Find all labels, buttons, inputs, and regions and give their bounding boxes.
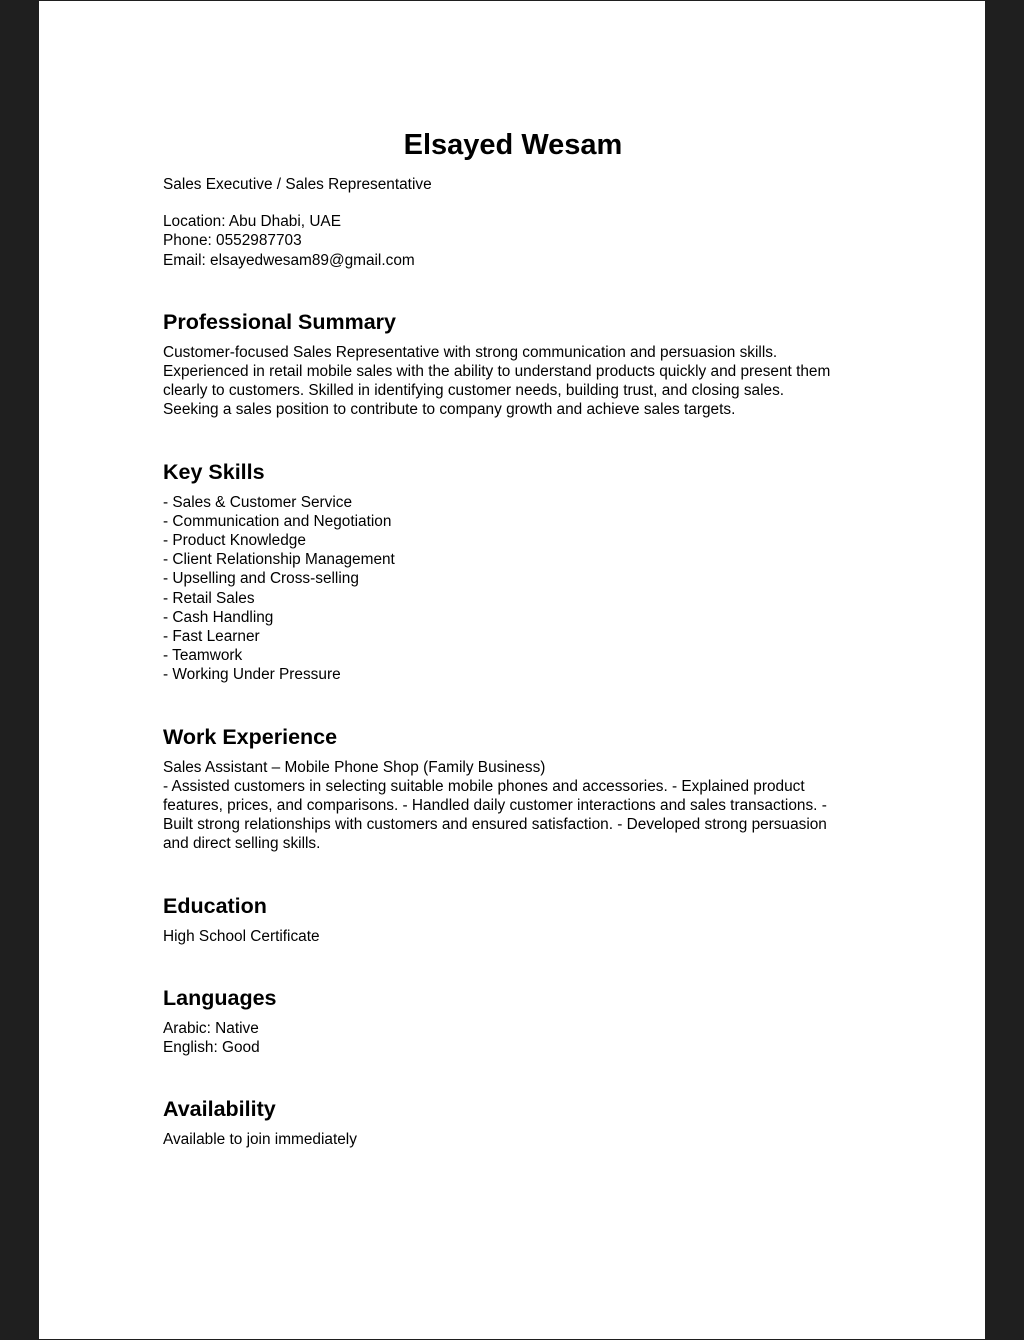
contact-phone: Phone: 0552987703 (163, 232, 302, 250)
contact-email: Email: elsayedwesam89@gmail.com (163, 251, 415, 269)
skill-item: - Product Knowledge (163, 532, 306, 550)
skill-item: - Communication and Negotiation (163, 512, 392, 530)
resume-subtitle: Sales Executive / Sales Representative (163, 176, 432, 193)
skills-list (163, 493, 863, 685)
availability-value: Available to join immediately (163, 1131, 357, 1149)
languages-heading: Languages (163, 985, 277, 1010)
education-value: High School Certificate (163, 927, 320, 945)
summary-heading: Professional Summary (163, 309, 397, 334)
skills-heading: Key Skills (163, 459, 265, 484)
resume-content (163, 127, 863, 1149)
experience-line: features, prices, and comparisons. - Handled daily customer interactions and sales transactions. - (163, 797, 827, 815)
summary-line: Seeking a sales position to contribute to company growth and achieve sales targets. (163, 401, 736, 419)
resume-name: Elsayed Wesam (403, 129, 623, 161)
skill-item: - Cash Handling (163, 608, 274, 626)
experience-line: and direct selling skills. (163, 835, 321, 853)
experience-line: Built strong relationships with customers and ensured satisfaction. - Developed strong persuasion (163, 816, 827, 834)
education-heading: Education (163, 893, 267, 918)
skill-item: - Upselling and Cross-selling (163, 570, 359, 588)
contact-block (163, 212, 863, 270)
language-item: Arabic: Native (163, 1019, 259, 1037)
availability-heading: Availability (163, 1097, 276, 1122)
skill-item: - Working Under Pressure (163, 666, 341, 684)
experience-heading: Work Experience (163, 724, 338, 749)
contact-location: Location: Abu Dhabi, UAE (163, 213, 341, 231)
summary-line: clearly to customers. Skilled in identifying customer needs, building trust, and closing sales. (163, 382, 785, 400)
summary-text (163, 343, 863, 420)
experience-line: - Assisted customers in selecting suitable mobile phones and accessories. - Explained product (163, 777, 805, 795)
summary-line: Experienced in retail mobile sales with the ability to understand products quickly and present them (163, 363, 831, 381)
experience-entry (163, 758, 863, 854)
skill-item: - Retail Sales (163, 589, 255, 607)
skill-item: - Fast Learner (163, 628, 260, 646)
experience-role: Sales Assistant – Mobile Phone Shop (Family Business) (163, 758, 546, 776)
skill-item: - Teamwork (163, 647, 243, 665)
languages-list (163, 1019, 863, 1057)
skill-item: - Sales & Customer Service (163, 493, 353, 511)
summary-line: Customer-focused Sales Representative with strong communication and persuasion skills. (163, 343, 778, 361)
document-page (39, 1, 985, 1339)
skill-item: - Client Relationship Management (163, 551, 395, 569)
language-item: English: Good (163, 1039, 260, 1057)
